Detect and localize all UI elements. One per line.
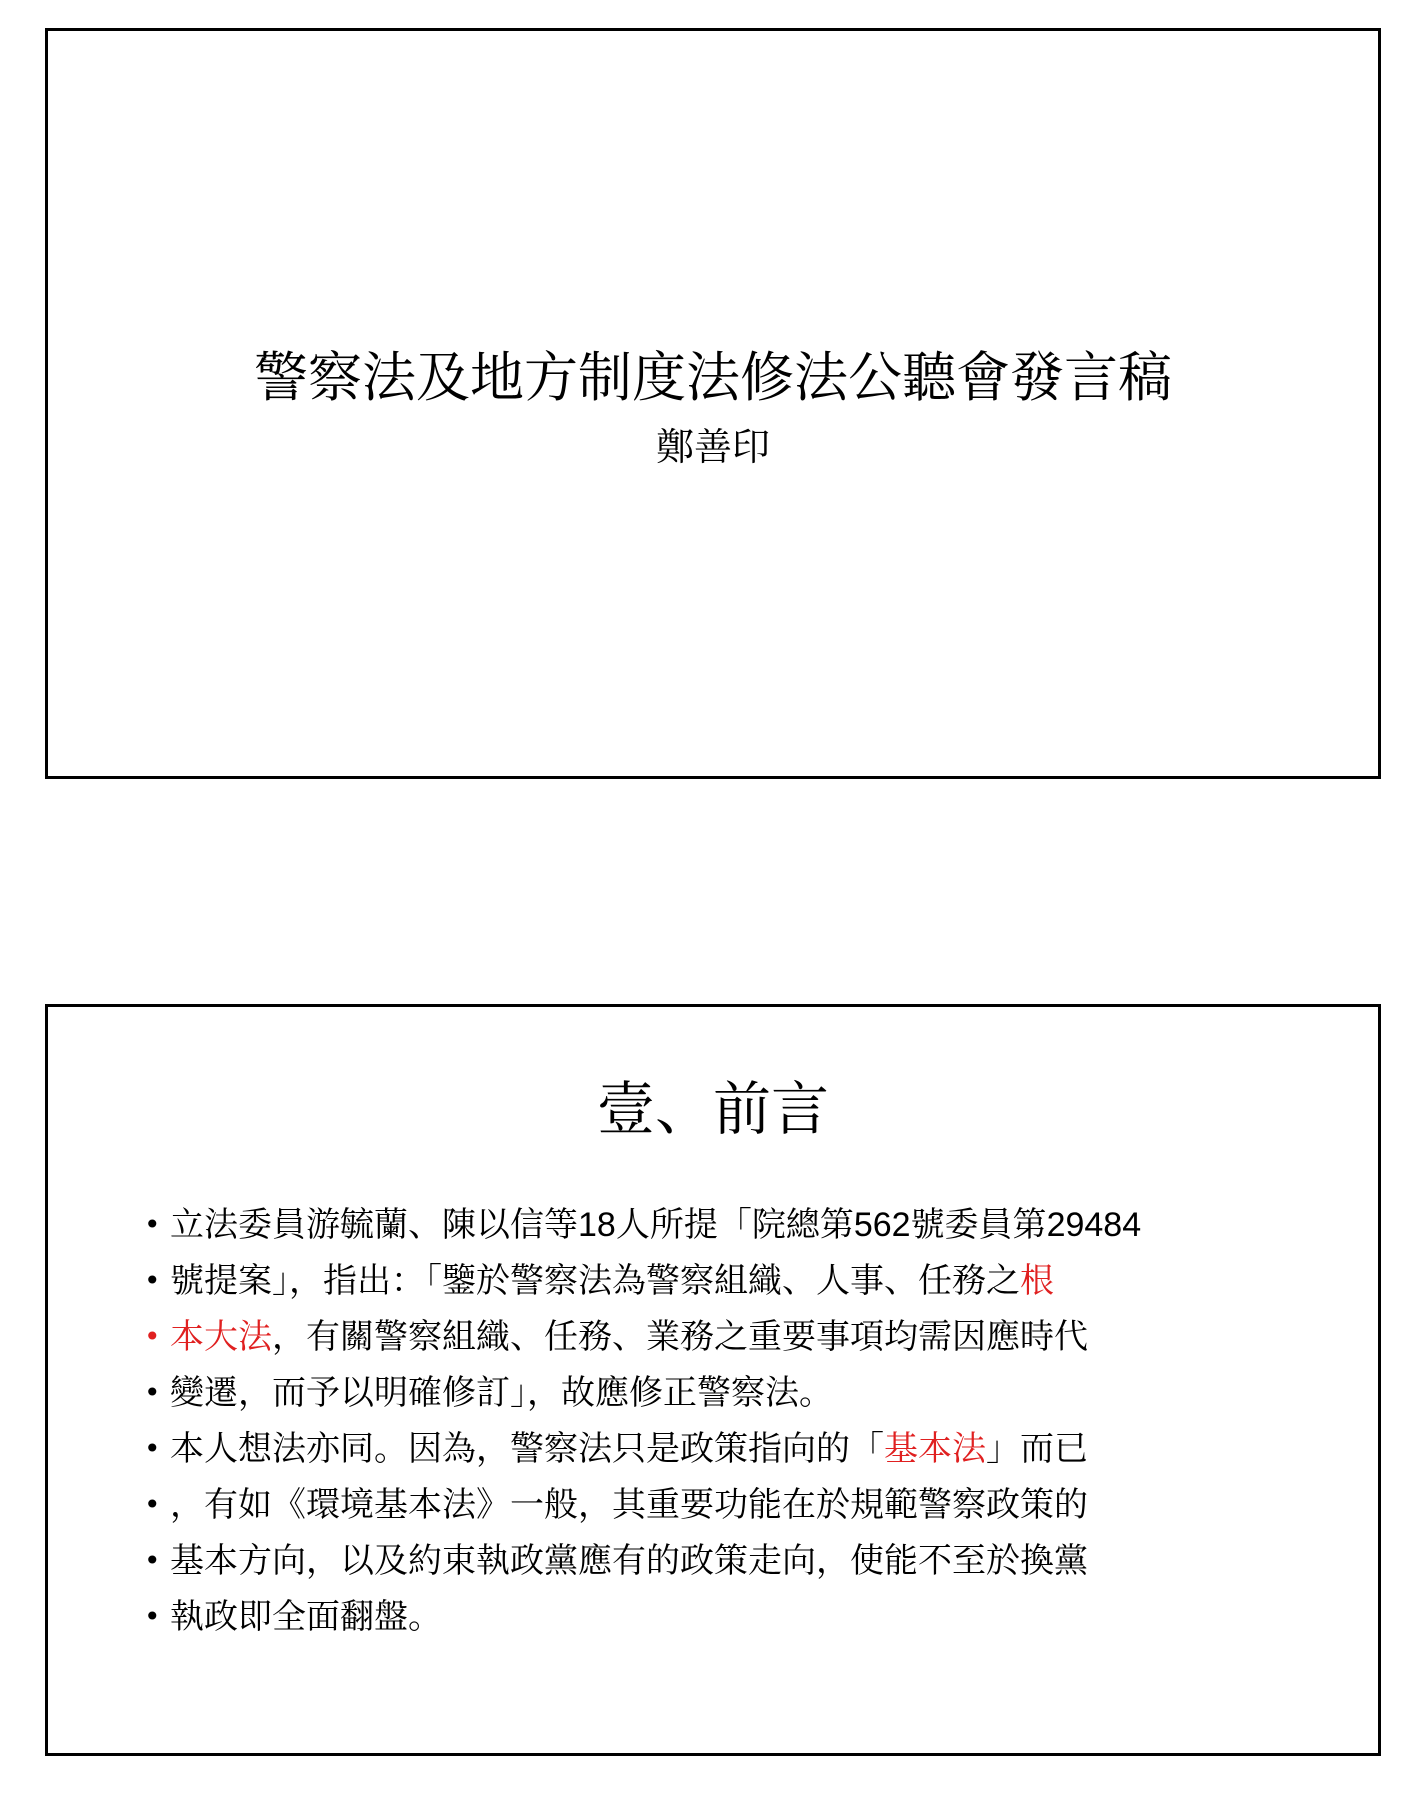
bullet-dot-icon: • [144,1376,161,1409]
bullet-dot-icon: • [144,1264,161,1297]
bullet-text: 人所提「院總第 [615,1205,854,1245]
bullet-text: ，有如《環境基本法》一般，其重要功能在於規範警察政策的 [170,1485,1088,1525]
bullet-dot-icon: • [144,1320,161,1353]
document-title: 警察法及地方制度法修法公聽會發言稿 [254,346,1172,409]
highlighted-text: 本大法 [170,1317,272,1357]
bullet-text: 變遷，而予以明確修訂」，故應修正警察法。 [170,1373,833,1413]
bullet-line [144,1477,1141,1533]
bullet-text: 18 [578,1206,616,1244]
bullet-line [144,1421,1141,1477]
bullet-text: 基本方向，以及約束執政黨應有的政策走向，使能不至於換黨 [170,1541,1088,1581]
bullet-list [144,1197,1141,1645]
bullet-text: 本人想法亦同。因為，警察法只是政策指向的「 [170,1429,884,1469]
bullet-dot-icon: • [144,1600,161,1633]
bullet-dot-icon: • [144,1432,161,1465]
bullet-line [144,1589,1141,1645]
bullet-line [144,1365,1141,1421]
bullet-text: 562 [853,1206,911,1244]
bullet-line [144,1253,1141,1309]
introduction-slide [45,1004,1381,1756]
author-name: 鄭善印 [655,425,770,469]
bullet-text: 29484 [1046,1206,1142,1244]
bullet-dot-icon: • [144,1208,161,1241]
bullet-dot-icon: • [144,1488,161,1521]
bullet-line [144,1197,1141,1253]
highlighted-text: 基本法 [884,1429,986,1469]
bullet-line [144,1309,1141,1365]
bullet-text: 號委員第 [910,1205,1047,1245]
bullet-text: 執政即全面翻盤。 [170,1597,442,1637]
bullet-text: 立法委員游毓蘭、陳以信等 [170,1205,578,1245]
highlighted-text: 根 [1020,1261,1054,1301]
bullet-line [144,1533,1141,1589]
section-heading: 壹、前言 [596,1075,829,1143]
bullet-text: ，有關警察組織、任務、業務之重要事項均需因應時代 [272,1317,1088,1357]
bullet-text: 號提案」，指出：「鑒於警察法為警察組織、人事、任務之 [170,1261,1020,1301]
bullet-dot-icon: • [144,1544,161,1577]
title-slide [45,28,1381,779]
bullet-text: 」而已 [986,1429,1088,1469]
